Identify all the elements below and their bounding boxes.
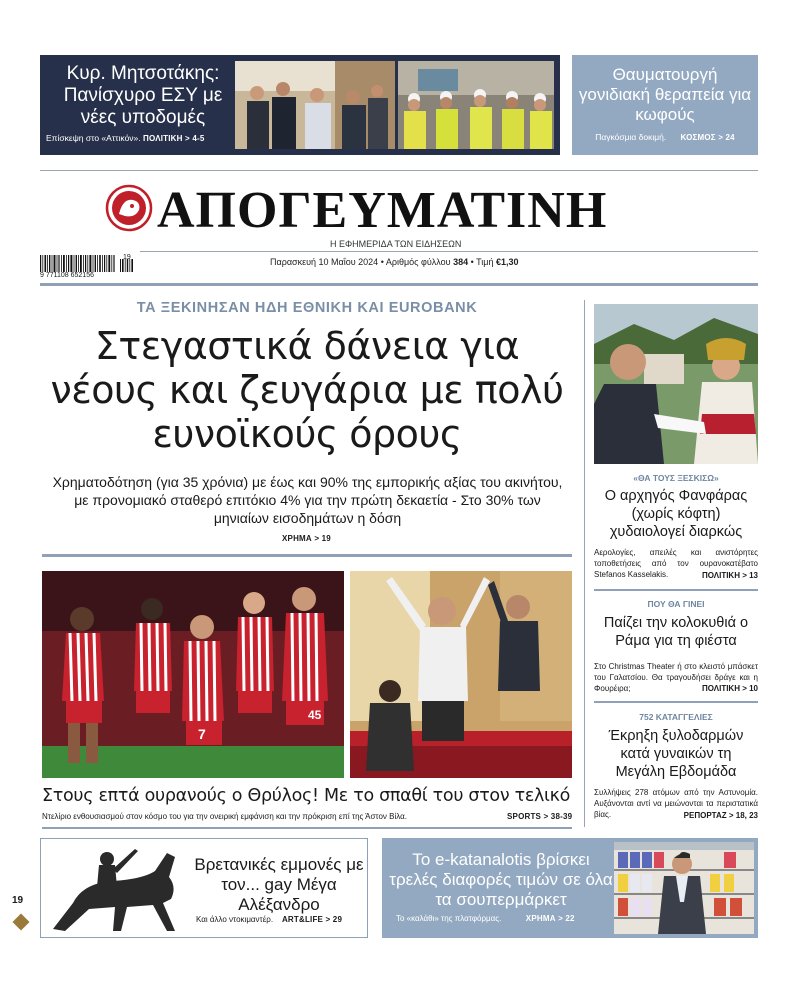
bottom-right-teaser[interactable] xyxy=(382,838,758,938)
bottom-left-title: Βρετανικές εμμονές με τον... gay Μέγα Αλέξανδρο xyxy=(194,855,364,914)
rc1-kicker: «ΘΑ ΤΟΥΣ ΞΕΣΚΙΣΩ» xyxy=(633,473,719,483)
top-left-subtext: Επίσκεψη στο «Αττικόν». ΠΟΛΙΤΙΚΗ > 4-5 xyxy=(46,133,205,143)
rc1-ref[interactable]: ΠΟΛΙΤΙΚΗ > 13 xyxy=(701,571,758,580)
alexander-statue-icon xyxy=(43,843,193,935)
column-separator xyxy=(584,300,585,827)
sports-ref[interactable]: SPORTS > 38-39 xyxy=(507,812,573,821)
masthead-tagline: Η ΕΦΗΜΕΡΙΔΑ ΤΩΝ ΕΙΔΗΣΕΩΝ xyxy=(330,239,462,249)
top-left-ref: ΠΟΛΙΤΙΚΗ > 4-5 xyxy=(143,134,205,143)
bottom-left-teaser[interactable] xyxy=(40,838,368,938)
rc2-headline[interactable]: Παίζει την κολοκυθιά ο Ράμα για τη φιέστα xyxy=(603,615,749,649)
photo-construction-site xyxy=(398,61,554,149)
bottom-right-title: Το e-katanalotis βρίσκει τρελές διαφορές τιμών σε όλα τα σουπερμάρκετ xyxy=(389,850,613,909)
diamond-marker-icon xyxy=(13,914,30,931)
photo-olympiacos-celebration xyxy=(42,571,344,778)
issue-number: 384 xyxy=(453,257,469,267)
page-number: 19 xyxy=(12,895,24,906)
sports-bottom-rule xyxy=(42,827,572,829)
barcode-number: 9 771108 652156 xyxy=(40,272,94,279)
rc1-headline[interactable]: Ο αρχηγός Φανφάρας (χωρίς κόφτη) χυδαιολογεί διαρκώς xyxy=(604,488,748,540)
masthead-emblem-icon xyxy=(105,184,153,232)
barcode-addon: 19 xyxy=(123,254,131,261)
svg-text:7: 7 xyxy=(198,726,206,742)
top-right-title: Θαυματουργή γονιδιακή θεραπεία για κωφούς xyxy=(578,65,752,124)
issue-price: €1,30 xyxy=(495,257,519,267)
rc2-body: Στο Christmas Theater ή στο κλειστό μπάσκετ του Γαλατσίου. Θα τραγουδήσει δράγε και η Φουρέιρα; xyxy=(594,662,758,693)
lead-ref[interactable]: ΧΡΗΜΑ > 19 xyxy=(282,534,331,543)
rc1-body: Αερολογίες, απειλές και ανιστόρητες τοποθετήσεις από τον ουρανοκατέβατο Stefanos Kasselakis. xyxy=(594,548,758,579)
photo-stands-celebration xyxy=(350,571,572,778)
dateline: Παρασκευή 10 Μαΐου 2024 • Αριθμός φύλλου 384 • Τιμή €1,30 xyxy=(270,257,519,267)
masthead-title: ΑΠΟΓΕΥΜΑΤΙΝΗ xyxy=(157,182,608,239)
masthead xyxy=(105,178,705,238)
rc2-kicker: ΠΟΥ ΘΑ ΓΙΝΕΙ xyxy=(647,599,705,609)
sports-headline[interactable]: Στους επτά ουρανούς ο Θρύλος! Με το σπαθί του στον τελικό xyxy=(42,786,571,806)
lead-kicker: ΤΑ ΞΕΚΙΝΗΣΑΝ ΗΔΗ ΕΘΝΙΚΗ ΚΑΙ EUROBANK xyxy=(136,300,478,316)
sports-caption: Ντελίριο ενθουσιασμού στον κόσμο του για την ονειρική εμφάνιση και την πρόκριση επί της Άστον Βίλα. xyxy=(42,812,407,821)
lead-deck: Χρηματοδότηση (για 35 χρόνια) με έως και 90% της εμπορικής αξίας του ακινήτου, με προνομιακό σταθερό επιτόκιο 4% για την πρώτη δεκαετία - Στο 30% των μηνιαίων εισοδημάτων η δόση xyxy=(52,474,563,526)
photo-supermarket-shelves xyxy=(614,842,754,934)
svg-text:45: 45 xyxy=(308,708,322,722)
rc2-bottom-rule xyxy=(594,701,758,703)
bottom-left-ref: ART&LIFE > 29 xyxy=(281,915,343,924)
bottom-right-subtext: Το «καλάθι» της πλατφόρμας. ΧΡΗΜΑ > 22 xyxy=(396,914,575,923)
bottom-right-ref: ΧΡΗΜΑ > 22 xyxy=(525,914,575,923)
issue-date: Παρασκευή 10 Μαΐου 2024 xyxy=(270,257,379,267)
top-right-teaser[interactable] xyxy=(572,55,758,155)
top-right-ref: ΚΟΣΜΟΣ > 24 xyxy=(680,133,735,142)
rc2-ref[interactable]: ΠΟΛΙΤΙΚΗ > 10 xyxy=(701,684,758,693)
bottom-left-subtext: Και άλλο ντοκιμαντέρ. ART&LIFE > 29 xyxy=(196,915,343,924)
lead-bottom-rule xyxy=(42,554,572,557)
masthead-top-rule xyxy=(40,170,758,171)
top-left-title: Κυρ. Μητσοτάκης: Πανίσχυρο ΕΣΥ με νέες υποδομές xyxy=(63,63,223,128)
rc3-body: Συλλήψεις 278 ατόμων από την Αστυνομία. Αυξάνονται αντί να μειώνονται τα περιστατικά βίας. xyxy=(594,788,758,819)
top-right-subtext: Παγκόσμια δοκιμή. ΚΟΣΜΟΣ > 24 xyxy=(595,132,735,142)
photo-hospital-visit xyxy=(235,61,395,149)
masthead-mid-rule xyxy=(140,251,758,252)
photo-kasselakis-festival xyxy=(594,304,758,464)
lead-headline[interactable]: Στεγαστικά δάνεια για νέους και ζευγάρια με πολύ ευνοϊκούς όρους xyxy=(50,324,564,456)
rc3-ref[interactable]: ΡΕΠΟΡΤΑΖ > 18, 23 xyxy=(683,811,758,820)
top-left-teaser[interactable] xyxy=(40,55,560,155)
masthead-bottom-rule xyxy=(40,283,758,286)
rc1-bottom-rule xyxy=(594,589,758,591)
rc3-kicker: 752 ΚΑΤΑΓΓΕΛΙΕΣ xyxy=(639,712,713,722)
rc3-headline[interactable]: Έκρηξη ξυλοδαρμών κατά γυναικών τη Μεγάλη Εβδομάδα xyxy=(608,728,744,780)
